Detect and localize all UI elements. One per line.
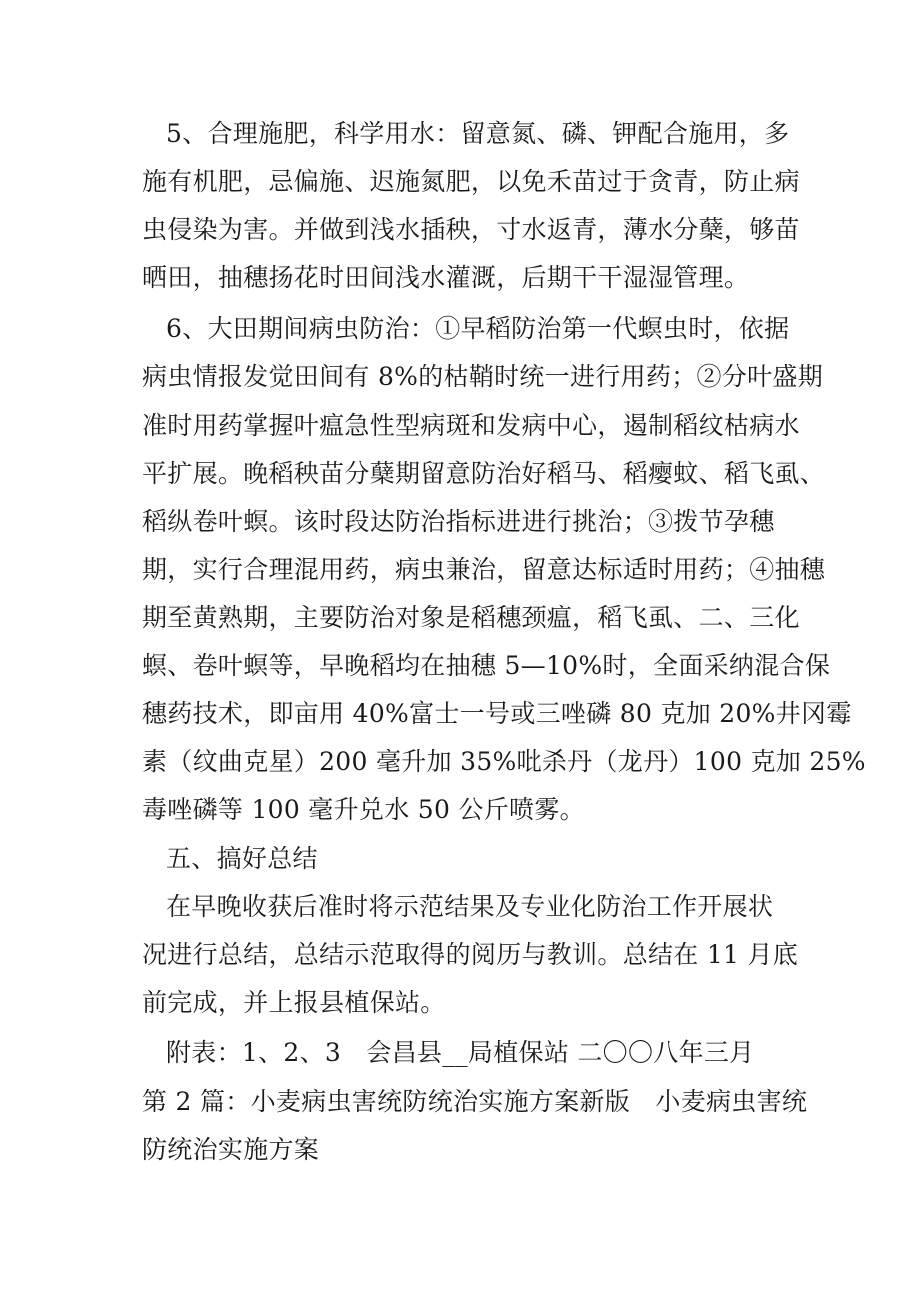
- paragraph-6-line-1: 6、大田期间病虫防治：①早稻防治第一代螟虫时，依据: [166, 314, 790, 343]
- paragraph-6-line-11: 毒唑磷等 100 毫升兑水 50 公斤喷雾。: [142, 795, 585, 824]
- next-article-title-line-1: 第 2 篇：小麦病虫害统防统治实施方案新版 小麦病虫害统: [142, 1087, 808, 1116]
- paragraph-6-line-2: 病虫情报发觉田间有 8%的枯鞘时统一进行用药；②分叶盛期: [142, 362, 824, 391]
- paragraph-6-line-9: 穗药技术，即亩用 40%富士一号或三唑磷 80 克加 20%井冈霉: [142, 699, 852, 728]
- summary-line-3: 前完成，并上报县植保站。: [142, 988, 446, 1017]
- paragraph-5-line-4: 晒田，抽穗扬花时田间浅水灌溉，后期干干湿湿管理。: [142, 263, 750, 292]
- summary-line-1: 在早晚收获后准时将示范结果及专业化防治工作开展状: [166, 892, 774, 921]
- paragraph-5-line-3: 虫侵染为害。并做到浅水插秧，寸水返青，薄水分蘖，够苗: [142, 215, 800, 244]
- appendix-line: 附表：1、2、3 会昌县__局植保站 二〇〇八年三月: [166, 1038, 755, 1067]
- section-heading-summary: 五、搞好总结: [166, 844, 318, 873]
- paragraph-6-line-5: 稻纵卷叶螟。该时段达防治指标进进行挑治；③拨节孕穗: [142, 507, 775, 536]
- paragraph-6-line-7: 期至黄熟期，主要防治对象是稻穗颈瘟，稻飞虱、二、三化: [142, 603, 800, 632]
- summary-line-2: 况进行总结，总结示范取得的阅历与教训。总结在 11 月底: [142, 940, 799, 969]
- paragraph-5-line-2: 施有机肥，忌偏施、迟施氮肥，以免禾苗过于贪青，防止病: [142, 167, 800, 196]
- paragraph-6-line-4: 平扩展。晚稻秧苗分蘖期留意防治好稻马、稻瘿蚊、稻飞虱、: [142, 459, 826, 488]
- paragraph-6-line-3: 准时用药掌握叶瘟急性型病斑和发病中心，遏制稻纹枯病水: [142, 411, 800, 440]
- next-article-title-line-2: 防统治实施方案: [142, 1135, 320, 1164]
- paragraph-6-line-8: 螟、卷叶螟等，早晚稻均在抽穗 5—10%时，全面采纳混合保: [142, 651, 831, 680]
- paragraph-6-line-6: 期，实行合理混用药，病虫兼治，留意达标适时用药；④抽穗: [142, 555, 826, 584]
- paragraph-5-line-1: 5、合理施肥，科学用水：留意氮、磷、钾配合施用，多: [166, 119, 790, 148]
- paragraph-6-line-10: 素（纹曲克星）200 毫升加 35%吡杀丹（龙丹）100 克加 25%: [142, 747, 866, 776]
